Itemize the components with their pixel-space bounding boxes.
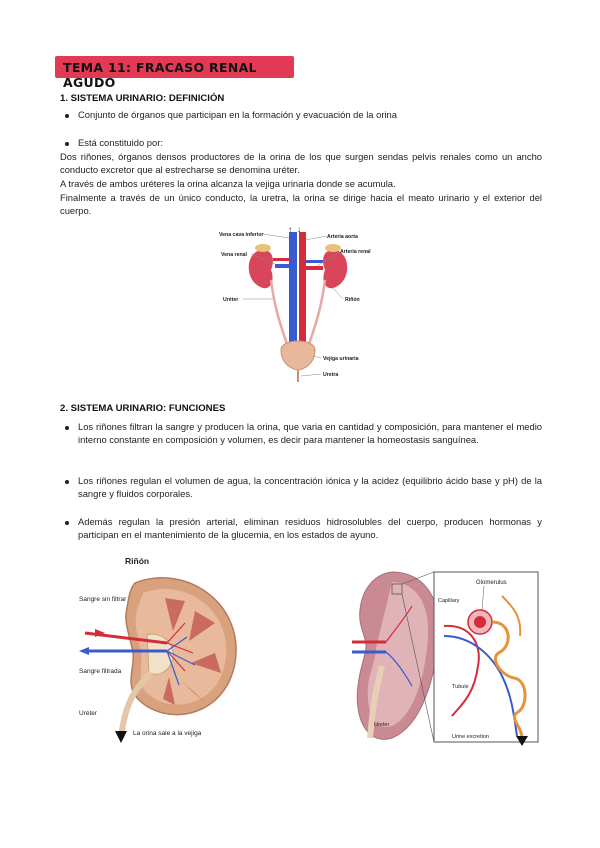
section1-para1: Dos riñones, órganos densos productores de la orina de los que surgen sendas pelvis renales como un ancho conducto excretor que al estrecharse se denomina uréter. [60, 151, 542, 176]
bullet-dot [65, 426, 69, 430]
label-vena-cava: Vena cava inferior [219, 232, 264, 238]
label-vena-renal: Vena renal [221, 252, 247, 258]
kidney-section-figure [75, 553, 250, 748]
aorta-shape [299, 232, 306, 352]
label-capillary: Capillary [438, 598, 460, 604]
bullet-dot [65, 480, 69, 484]
section1-bullet2: Está constituido por: [78, 137, 163, 148]
label-ureter: Uréter [223, 297, 239, 303]
section1-heading: 1. SISTEMA URINARIO: DEFINICIÓN [60, 93, 225, 104]
label-vejiga: Vejiga urinaria [323, 356, 359, 362]
nephron-figure [352, 566, 542, 748]
section2-bullet2: Los riñones regulan el volumen de agua, la concentración iónica y la acidez (equilibrio ácido base y pH) de la sangre y fluidos corporales. [78, 475, 542, 500]
label-sangre-filtrada: Sangre filtrada [79, 668, 122, 675]
section2-bullet3: Además regulan la presión arterial, eliminan residuos hidrosolubles del cuerpo, producen hormonas y participan en el mantenimiento de la glucemia, en los estados de ayuno. [78, 516, 542, 541]
right-kidney-shape [323, 250, 347, 288]
label-ureter-fig2: Uréter [79, 710, 98, 717]
label-uretra: Uretra [323, 372, 339, 378]
section2-bullet1: Los riñones filtran la sangre y producen la orina, que varia en cantidad y composición, para mantener el medio interno constante en composición y volumen, es decir para mantener la homeostasis sanguínea. [78, 421, 542, 446]
page-title: TEMA 11: FRACASO RENAL AGUDO [63, 60, 257, 90]
section2-heading: 2. SISTEMA URINARIO: FUNCIONES [60, 403, 226, 414]
label-tubule: Tubule [452, 684, 469, 690]
bullet-dot [65, 142, 69, 146]
label-sangre-sin-filtrar: Sangre sin filtrar [79, 596, 127, 603]
label-urine: Urine excretion [452, 734, 489, 740]
vena-cava-shape [289, 232, 297, 352]
section1-para2: A través de ambos uréteres la orina alcanza la vejiga urinaria donde se acumula. [60, 178, 396, 189]
urinary-system-figure [215, 222, 385, 387]
svg-text:↓: ↓ [297, 225, 301, 234]
bullet-dot [65, 114, 69, 118]
svg-text:↑: ↑ [288, 225, 292, 234]
bladder-shape [281, 341, 315, 370]
label-arteria-renal: Arteria renal [340, 249, 371, 255]
label-rinon: Riñón [345, 297, 360, 303]
label-glomerulus: Glomerulus [476, 580, 507, 586]
bullet-dot [65, 521, 69, 525]
label-arteria-aorta: Arteria aorta [327, 234, 358, 240]
section1-para3: Finalmente a través de un único conducto, la uretra, la orina se dirige hacia el meato urinario y el exterior del cuerpo. [60, 192, 542, 217]
title-banner [55, 56, 294, 90]
label-ureter-fig3: Ureter [374, 722, 390, 728]
left-kidney-shape [249, 250, 273, 288]
label-orina-sale: La orina sale a la vejiga [133, 730, 202, 737]
section1-bullet1: Conjunto de órganos que participan en la formación y evacuación de la orina [78, 109, 397, 120]
figure2-title: Riñón [125, 556, 150, 566]
